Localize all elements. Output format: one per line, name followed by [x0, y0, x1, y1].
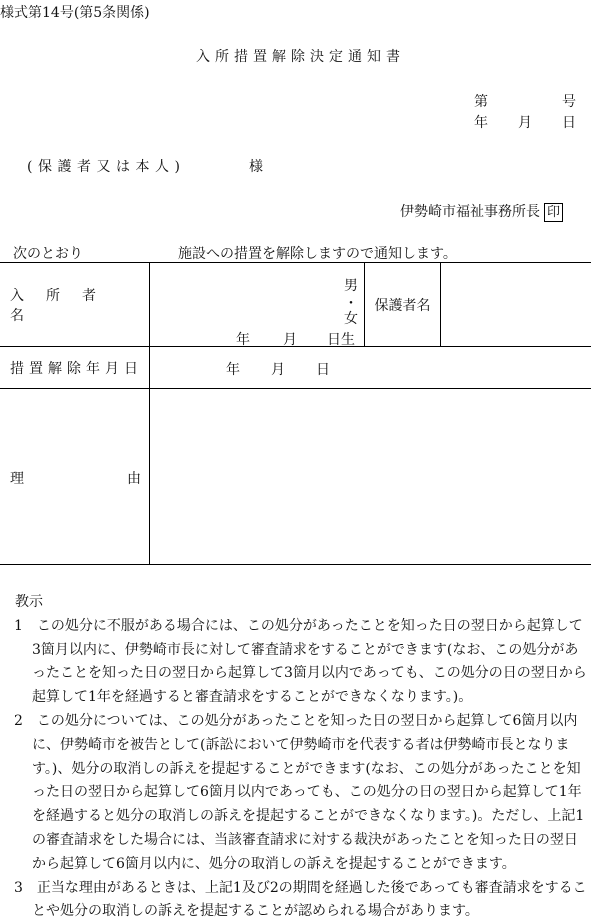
reason-label-right: 由	[127, 468, 141, 488]
addressee-honorific: 様	[249, 156, 263, 176]
instruction-item-1: 1 この処分に不服がある場合には、この処分があったことを知った日の翌日から起算して3箇月以内に、伊勢崎市長に対して審査請求をすることができます(なお、この処分があったことを知った日の翌日から起算して3箇月以内であっても、この処分の日の翌日から起算して1年を経過すると審査請求をすることができなくなります。)。	[10, 615, 588, 710]
cancel-date-label-cell	[0, 347, 150, 389]
guardian-label-cell	[365, 263, 441, 347]
cancel-year: 年	[226, 359, 240, 379]
instructions-heading: 教示	[10, 591, 588, 615]
sex-separator: ・	[344, 293, 358, 313]
date-month: 月	[518, 112, 532, 132]
birth-day: 日生	[327, 329, 355, 349]
cancel-date-label: 措置解除年月日	[0, 358, 149, 378]
form-number: 様式第14号(第5条関係)	[0, 2, 150, 22]
reason-label-cell	[0, 389, 150, 565]
intro-right: 施設への措置を解除しますので通知します。	[178, 243, 457, 263]
date-day: 日	[562, 112, 576, 132]
instruction-item-2: 2 この処分については、この処分があったことを知った日の翌日から起算して6箇月以内に、伊勢崎市を被告として(訴訟において伊勢崎市を代表する者は伊勢崎市長となります。)、処分の取消しの訴えを提起することができます(なお、この処分があったことを知った日の翌日から起算して6箇月以内であっても、この処分の日の翌日から起算して1年を経過すると処分の取消しの訴えを提起することができなくなります。)。ただし、上記1の審査請求をした場合には、当該審査請求に対する裁決があったことを知った日の翌日から起算して6箇月以内に、処分の取消しの訴えを提起することができます。	[10, 710, 588, 877]
number-label: 第	[474, 91, 488, 111]
sex-female: 女	[344, 308, 358, 328]
guardian-label: 保護者名	[365, 295, 440, 315]
birth-month: 月	[283, 329, 297, 349]
sex-male: 男	[344, 275, 358, 295]
cancel-month: 月	[271, 359, 285, 379]
seal-mark: 印	[544, 203, 563, 222]
reason-label-left: 理	[10, 468, 24, 488]
cancel-date-value-cell[interactable]	[150, 347, 591, 389]
date-year: 年	[474, 112, 488, 132]
document-title: 入所措置解除決定通知書	[196, 46, 405, 66]
resident-value-cell[interactable]	[150, 263, 365, 347]
resident-label: 入所者名	[0, 285, 149, 325]
number-suffix: 号	[562, 91, 576, 111]
issuer	[400, 201, 563, 222]
resident-label-cell	[0, 263, 150, 347]
issuer-name: 伊勢崎市福祉事務所長	[400, 204, 540, 220]
cancel-day: 日	[316, 359, 330, 379]
birth-year: 年	[236, 329, 250, 349]
addressee-label: (保護者又は本人)	[27, 156, 185, 176]
instruction-item-3: 3 正当な理由があるときは、上記1及び2の期間を経過した後であっても審査請求をすることや処分の取消しの訴えを提起することが認められる場合があります。	[10, 877, 588, 924]
instructions-section	[10, 591, 588, 924]
reason-value-cell[interactable]	[150, 389, 591, 565]
intro-left: 次のとおり	[13, 243, 83, 263]
details-table	[0, 262, 591, 565]
guardian-value-cell[interactable]	[441, 263, 591, 347]
